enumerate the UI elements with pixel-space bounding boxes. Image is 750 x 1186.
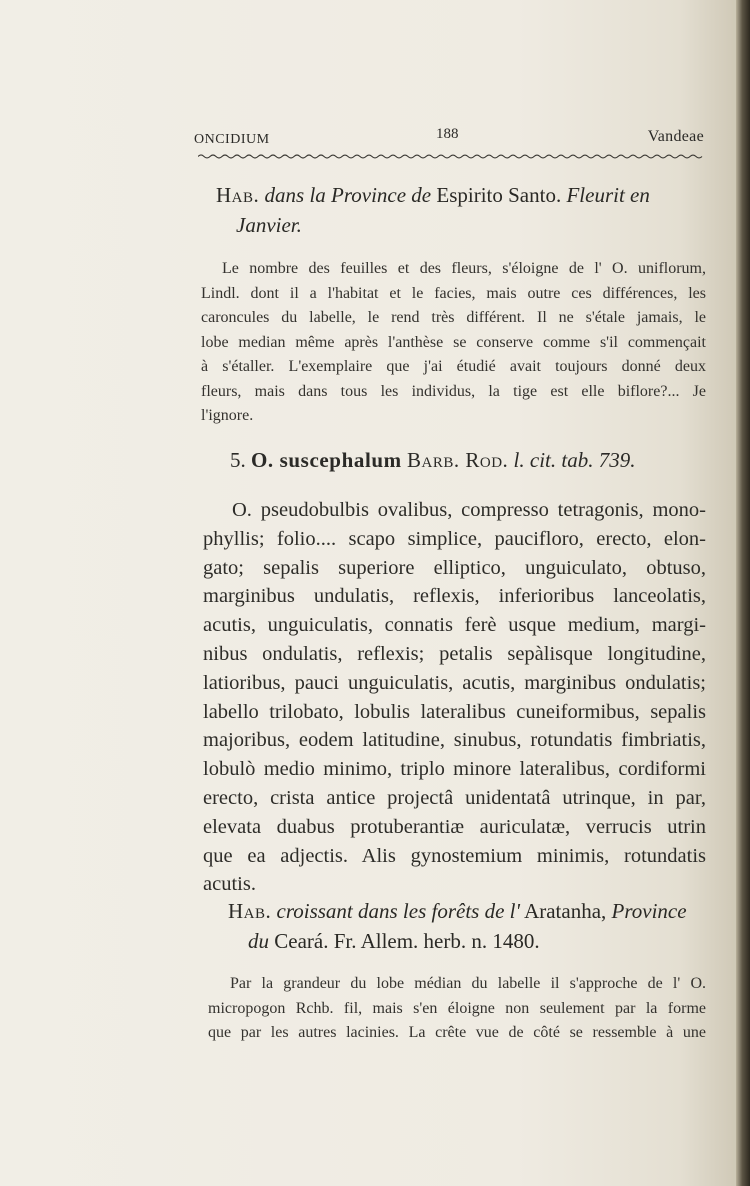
habitat-line-2 xyxy=(0,210,738,240)
habitat-locality: Espirito Santo. xyxy=(436,183,562,207)
habitat-text: Fleurit en xyxy=(566,183,650,207)
description-line: phyllis; folio.... scapo simplice, paucifloro, erecto, elon- xyxy=(203,527,706,550)
note-line: fleurs, mais dans tous les individus, la tige est elle biflore?... Je xyxy=(201,382,706,400)
note-line: Par la grandeur du lobe médian du labelle il s'approche de l' O. xyxy=(230,975,706,992)
note-line: Lindl. dont il a l'habitat et le facies, mais outre ces différences, les xyxy=(201,284,706,302)
note-line: lobe median même après l'anthèse se conserve comme s'il commençait xyxy=(201,333,706,351)
habitat-label: Hab. xyxy=(228,899,272,923)
habitat-locality: Aratanha, xyxy=(524,899,607,923)
description-line: acutis. xyxy=(203,873,256,896)
note-line: que par les autres lacinies. La crête vue de côté se ressemble à une xyxy=(208,1024,706,1041)
header-genus: ONCIDIUM xyxy=(194,132,270,147)
habitat-paragraph-1 xyxy=(0,180,738,240)
habitat-text: du xyxy=(248,929,269,953)
description-line: majoribus, eodem latitudine, sinubus, rotundatis fimbriatis, xyxy=(203,729,706,752)
habitat-line-2 xyxy=(0,926,738,956)
habitat-line-1 xyxy=(0,180,738,210)
description-line: latioribus, pauci unguiculatis, acutis, marginibus ondulatis; xyxy=(203,671,706,694)
habitat-locality: Ceará. Fr. Allem. herb. n. 1480. xyxy=(274,929,540,953)
note-line: à s'étaller. L'exemplaire que j'ai étudié avait toujours donné deux xyxy=(201,358,706,375)
latin-description xyxy=(0,496,738,899)
habitat-text: Province xyxy=(611,899,687,923)
note-line: l'ignore. xyxy=(201,407,254,424)
description-line: marginibus undulatis, reflexis, inferioribus lanceolatis, xyxy=(203,585,706,608)
description-line: labello trilobato, lobulis lateralibus cuneiformibus, sepalis xyxy=(203,700,706,723)
species-heading xyxy=(0,448,750,473)
note-line: caroncules du labelle, le rend très différent. Il ne s'étale jamais, le xyxy=(201,309,706,326)
habitat-text: Janvier. xyxy=(236,213,302,237)
habitat-label: Hab. xyxy=(216,183,260,207)
description-line: lobulò medio minimo, triplo minore lateralibus, cordiformi xyxy=(203,758,706,781)
note-paragraph-1 xyxy=(0,257,738,429)
note-paragraph-2 xyxy=(0,972,738,1046)
page-number: 188 xyxy=(436,126,459,142)
page-edge xyxy=(736,0,750,1186)
species-author: Barb. Rod. xyxy=(407,448,509,472)
running-header xyxy=(194,126,704,150)
description-line: nibus ondulatis, reflexis; petalis sepàlisque longitudine, xyxy=(203,642,706,665)
description-line: que ea adjectis. Alis gynostemium minimis, rotundatis xyxy=(203,844,706,867)
species-name: O. suscephalum xyxy=(251,448,402,472)
header-tribe: Vandeae xyxy=(647,128,704,145)
description-line: O. pseudobulbis ovalibus, compresso tetragonis, mono- xyxy=(232,499,706,521)
description-line: gato; sepalis superiore elliptico, unguiculato, obtuso, xyxy=(203,556,706,579)
species-number: 5. xyxy=(230,448,246,472)
species-reference: l. cit. tab. 739. xyxy=(513,448,636,472)
habitat-paragraph-2 xyxy=(0,896,738,956)
habitat-text: dans la Province de xyxy=(264,183,432,207)
description-line: acutis, unguiculatis, connatis ferè usque medium, margi- xyxy=(203,614,706,637)
note-line: micropogon Rchb. fil, mais s'en éloigne non seulement par la forme xyxy=(208,999,706,1017)
header-wavy-rule xyxy=(198,153,704,160)
habitat-line-1 xyxy=(0,896,738,926)
habitat-text: croissant dans les forêts de l' xyxy=(276,899,520,923)
description-line: elevata duabus protuberantiæ auriculatæ, verrucis utrin xyxy=(203,815,706,838)
description-line: erecto, crista antice projectâ unidentatâ utrinque, in par, xyxy=(203,786,706,809)
note-line: Le nombre des feuilles et des fleurs, s'éloigne de l' O. uniflorum, xyxy=(222,260,706,277)
